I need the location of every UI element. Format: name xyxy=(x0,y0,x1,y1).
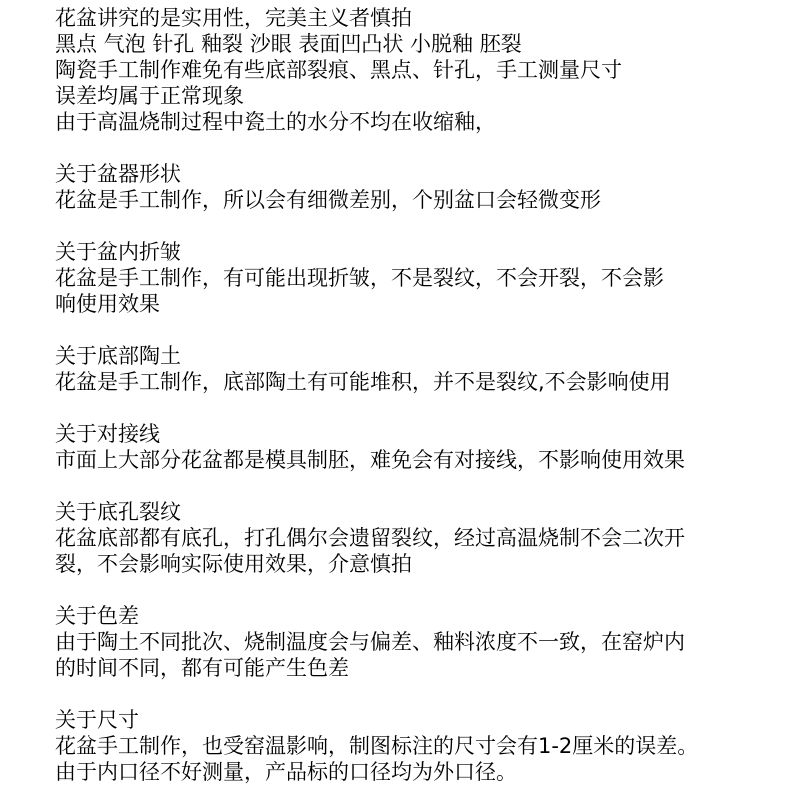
section-text-line: 花盆底部都有底孔，打孔偶尔会遗留裂纹，经过高温烧制不会二次开 xyxy=(55,526,685,550)
intro-line: 花盆讲究的是实用性，完美主义者慎拍 xyxy=(55,6,412,30)
intro-line: 陶瓷手工制作难免有些底部裂痕、黑点、针孔，手工测量尺寸 xyxy=(55,58,622,82)
intro-line: 由于高温烧制过程中瓷土的水分不均在收缩釉， xyxy=(55,110,496,134)
section-heading: 关于尺寸 xyxy=(55,708,139,732)
section-color-difference xyxy=(55,603,785,681)
intro-paragraph xyxy=(55,5,785,135)
intro-line: 误差均属于正常现象 xyxy=(55,84,244,108)
section-text-line: 花盆手工制作，也受窑温影响，制图标注的尺寸会有1-2厘米的误差。 xyxy=(55,734,699,758)
section-heading: 关于底孔裂纹 xyxy=(55,500,181,524)
section-text-line: 的时间不同，都有可能产生色差 xyxy=(55,656,349,680)
section-heading: 关于色差 xyxy=(55,604,139,628)
section-text-line: 裂，不会影响实际使用效果，介意慎拍 xyxy=(55,552,412,576)
section-bottom-hole-crack xyxy=(55,499,785,577)
section-text-line: 响使用效果 xyxy=(55,292,160,316)
section-size xyxy=(55,707,785,785)
section-heading: 关于对接线 xyxy=(55,422,160,446)
section-text-line: 花盆是手工制作，所以会有细微差别，个别盆口会轻微变形 xyxy=(55,188,601,212)
section-text-line: 花盆是手工制作，底部陶土有可能堆积，并不是裂纹,不会影响使用 xyxy=(55,370,671,394)
section-heading: 关于底部陶土 xyxy=(55,344,181,368)
section-text-line: 市面上大部分花盆都是模具制胚，难免会有对接线，不影响使用效果 xyxy=(55,448,685,472)
notice-document xyxy=(55,5,785,785)
section-heading: 关于盆器形状 xyxy=(55,162,181,186)
section-text-line: 由于内口径不好测量，产品标的口径均为外口径。 xyxy=(55,760,517,784)
intro-line: 黑点 气泡 针孔 釉裂 沙眼 表面凹凸状 小脱釉 胚裂 xyxy=(55,32,522,56)
section-pot-shape xyxy=(55,161,785,213)
section-text-line: 由于陶土不同批次、烧制温度会与偏差、釉料浓度不一致，在窑炉内 xyxy=(55,630,685,654)
section-text-line: 花盆是手工制作，有可能出现折皱，不是裂纹，不会开裂，不会影 xyxy=(55,266,664,290)
section-seam-line xyxy=(55,421,785,473)
section-heading: 关于盆内折皱 xyxy=(55,240,181,264)
section-bottom-clay xyxy=(55,343,785,395)
section-inner-wrinkles xyxy=(55,239,785,317)
